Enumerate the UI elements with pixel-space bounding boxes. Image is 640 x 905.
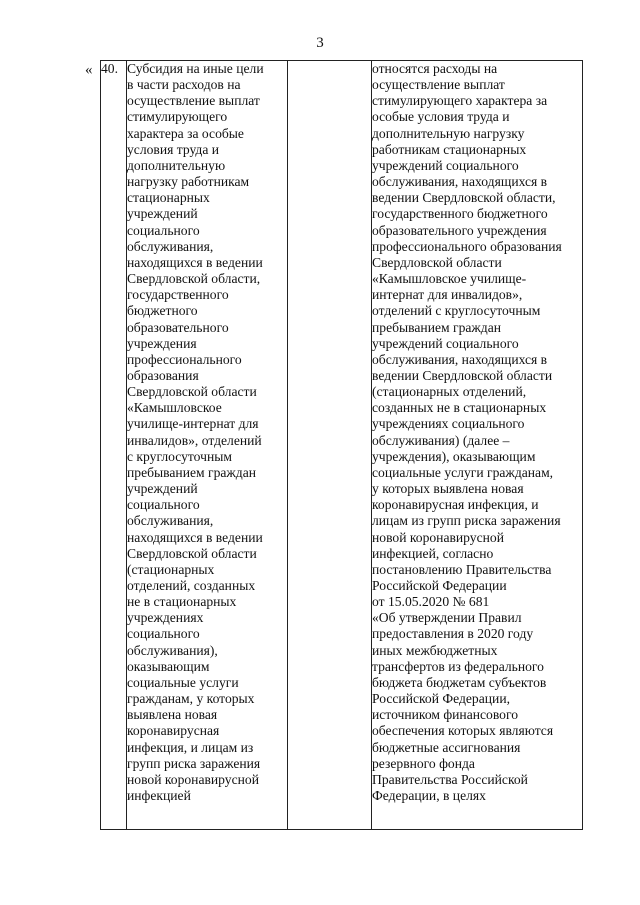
subsidy-name-line: Свердловской области [127,545,257,561]
subsidy-description-line: от 15.05.2020 № 681 [372,594,490,610]
subsidy-name-line: социальные услуги [127,674,239,690]
subsidy-description-line: учреждений социального [372,335,519,351]
subsidy-description-line: Правительства Российской [372,771,528,787]
subsidy-name-line: инфекцией [127,788,191,804]
table-row [101,61,583,830]
subsidy-description-line: источником финансового [372,707,519,723]
subsidy-name-cell [127,61,288,830]
subsidy-name-line: учреждениях [127,610,204,626]
subsidy-name-line: в части расходов на [127,77,241,93]
subsidy-name-line: стационарных [127,190,210,206]
subsidy-description-line: лицам из групп риска заражения [372,513,561,529]
subsidy-description-line: коронавирусная инфекция, и [372,497,539,513]
subsidy-name-line: Свердловской области, [127,271,261,287]
subsidy-description-line: учреждений социального [372,157,519,173]
subsidy-description-line: относятся расходы на [372,61,498,76]
subsidy-description-line: ведении Свердловской области [372,367,553,383]
subsidy-description-line: обслуживания, находящихся в [372,351,548,367]
subsidy-name-line: (стационарных [127,561,215,577]
subsidy-name-line: стимулирующего [127,109,228,125]
subsidy-description-line: иных межбюджетных [372,642,498,658]
subsidy-name-line: учреждения [127,335,197,351]
subsidy-table [100,60,583,830]
subsidy-description-line: «Об утверждении Правил [372,610,522,626]
subsidy-description-line: постановлению Правительства [372,561,552,577]
subsidy-description-line: Федерации, в целях [372,788,486,804]
subsidy-name-line: отделений, созданных [127,578,256,593]
subsidy-description-line: дополнительную нагрузку [372,125,525,141]
subsidy-description-text [372,61,582,804]
subsidy-description-line: обслуживания, находящихся в [372,174,548,190]
subsidy-name-line: с круглосуточным [127,448,232,464]
subsidy-description-line: социальные услуги гражданам, [372,464,554,480]
subsidy-name-line: дополнительную [127,157,226,173]
subsidy-description-line: Российской Федерации [372,578,507,593]
subsidy-description-line: работникам стационарных [372,141,527,157]
subsidy-description-line: образовательного учреждения [372,222,547,238]
subsidy-name-line: инфекция, и лицам из [127,739,254,755]
subsidy-description-line: особые условия труда и [372,109,510,125]
row-number-cell [101,61,127,830]
subsidy-description-line: «Камышловское училище- [372,271,527,287]
subsidy-description-line: отделений с круглосуточным [372,303,541,319]
subsidy-description-line: созданных не в стационарных [372,400,547,416]
subsidy-name-line: инвалидов», отделений [127,432,262,448]
subsidy-name-line: училище-интернат для [127,416,259,432]
subsidy-description-line: учреждениях социального [372,416,525,432]
subsidy-name-line: учреждений [127,481,198,497]
subsidy-description-line: интернат для инвалидов», [372,287,523,303]
subsidy-name-line: социального [127,222,200,238]
subsidy-description-line: осуществление выплат [372,77,505,93]
subsidy-name-line: образования [127,367,199,383]
subsidy-description-line: профессионального образования [372,238,562,254]
subsidy-name-line: выявлена новая [127,707,218,723]
subsidy-name-line: профессионального [127,351,242,367]
subsidy-description-line: бюджета бюджетам субъектов [372,674,547,690]
subsidy-name-line: характера за особые [127,125,244,141]
subsidy-name-line: гражданам, у которых [127,691,255,707]
subsidy-description-line: предоставления в 2020 году [372,626,534,642]
subsidy-name-line: обслуживания, [127,238,214,254]
subsidy-description-line: бюджетные ассигнования [372,739,521,755]
subsidy-name-line: государственного [127,287,229,303]
subsidy-name-line: находящихся в ведении [127,529,263,545]
subsidy-name-line: социального [127,497,200,513]
subsidy-name-line: находящихся в ведении [127,254,263,270]
subsidy-name-line: бюджетного [127,303,198,319]
subsidy-name-line: коронавирусная [127,723,220,739]
opening-quote-mark: « [85,62,93,78]
subsidy-description-line: учреждения), оказывающим [372,448,536,464]
page-number: 3 [316,35,324,51]
subsidy-description-line: (стационарных отделений, [372,384,527,400]
subsidy-name-text [127,61,287,804]
subsidy-name-line: Свердловской области [127,384,257,400]
code-cell [288,61,372,830]
subsidy-name-line: не в стационарных [127,594,237,610]
subsidy-description-line: пребыванием граждан [372,319,502,335]
subsidy-description-line: государственного бюджетного [372,206,548,222]
subsidy-description-line: Свердловской области [372,254,502,270]
subsidy-description-cell [372,61,583,830]
subsidy-description-line: инфекцией, согласно [372,545,494,561]
subsidy-name-line: новой коронавирусной [127,771,259,787]
subsidy-name-line: учреждений [127,206,198,222]
subsidy-name-line: образовательного [127,319,229,335]
subsidy-name-line: обслуживания), [127,642,218,658]
subsidy-name-line: «Камышловское [127,400,222,416]
subsidy-description-line: Российской Федерации, [372,691,510,707]
subsidy-description-line: у которых выявлена новая [372,481,524,497]
subsidy-description-line: ведении Свердловской области, [372,190,556,206]
subsidy-description-line: трансфертов из федерального [372,658,544,674]
subsidy-description-line: обеспечения которых являются [372,723,554,739]
subsidy-name-line: осуществление выплат [127,93,260,109]
subsidy-name-line: оказывающим [127,658,210,674]
subsidy-name-line: Субсидия на иные цели [127,61,264,76]
subsidy-description-line: обслуживания) (далее – [372,432,510,448]
subsidy-name-line: групп риска заражения [127,755,261,771]
subsidy-name-line: социального [127,626,200,642]
row-number: 40. [101,61,118,76]
subsidy-name-line: условия труда и [127,141,220,157]
subsidy-name-line: обслуживания, [127,513,214,529]
subsidy-name-line: пребыванием граждан [127,464,257,480]
subsidy-description-line: стимулирующего характера за [372,93,548,109]
subsidy-description-line: новой коронавирусной [372,529,504,545]
subsidy-name-line: нагрузку работникам [127,174,250,190]
subsidy-description-line: резервного фонда [372,755,475,771]
